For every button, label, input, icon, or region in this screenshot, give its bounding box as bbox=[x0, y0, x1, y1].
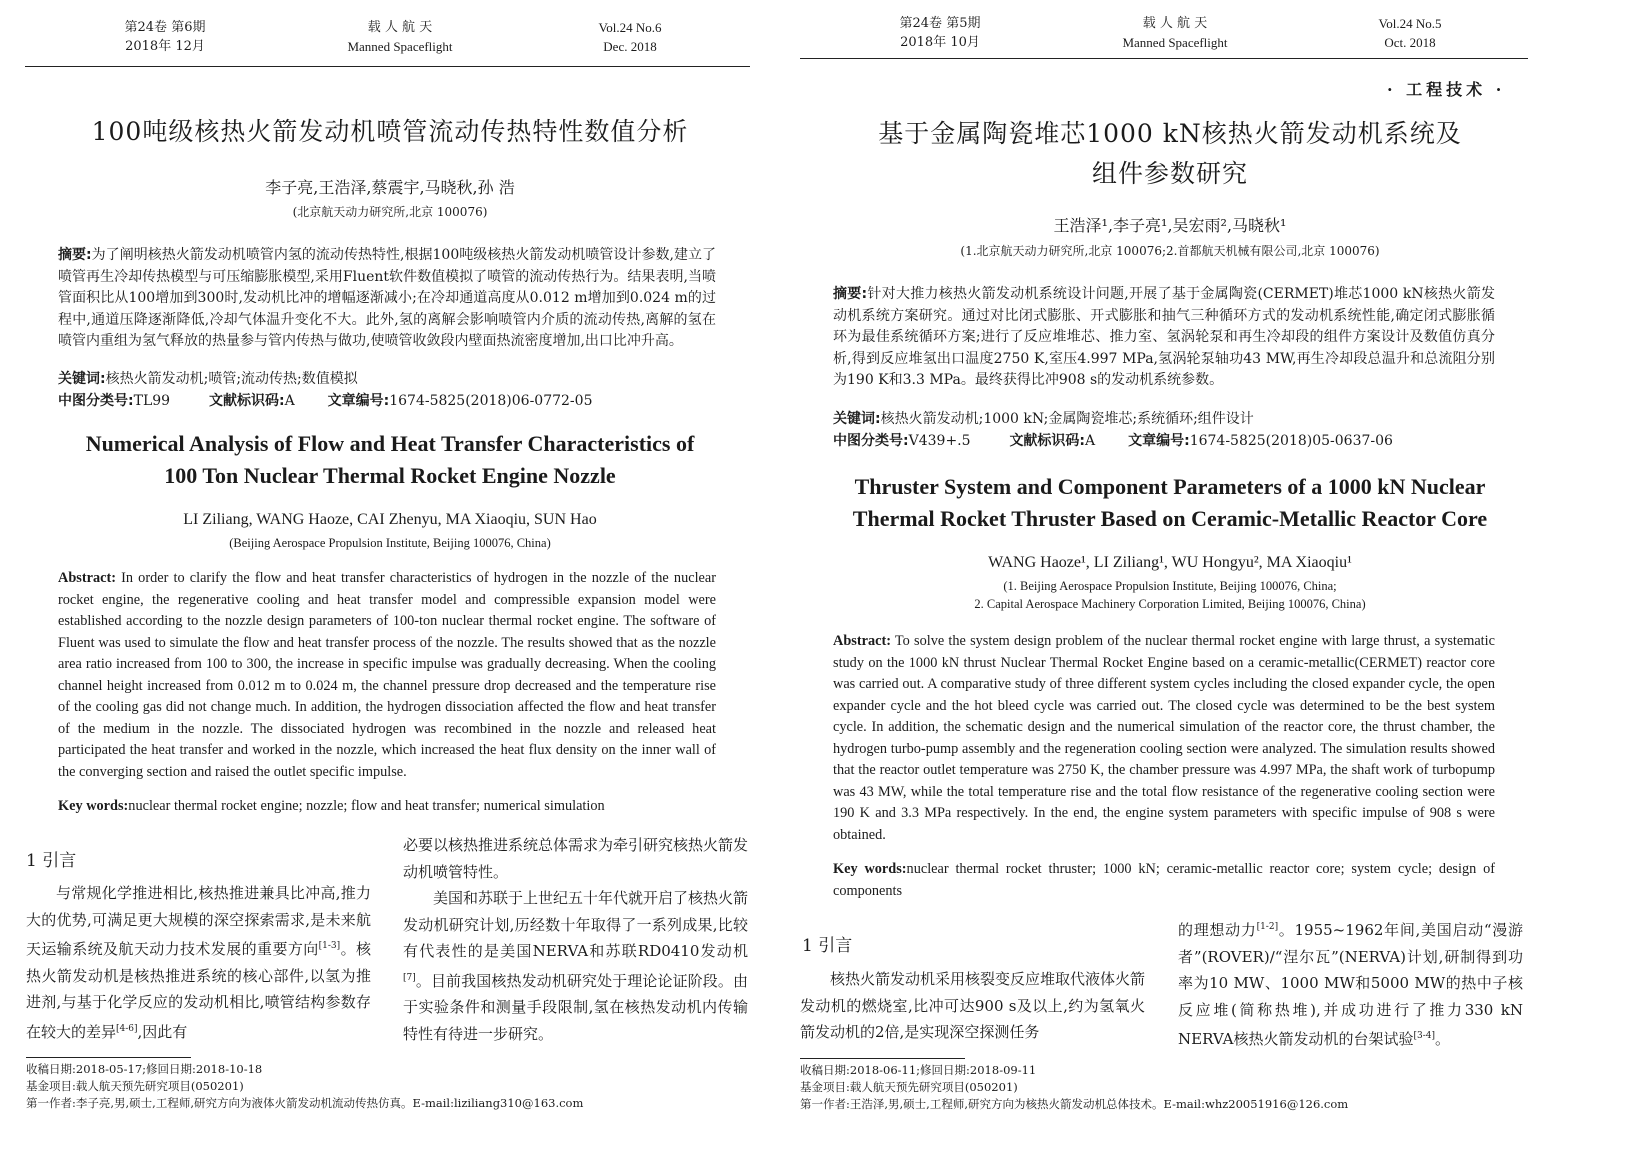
body-text: 。1955~1962年间,美国启动“漫游者”(ROVER)/“涅尔瓦”(NERVA)计划,研制得到功率为10 MW、1000 MW和5000 MW的热中子核反应堆(简称热堆),并成功进行了推力330 kN NERVA核热火箭发动机的台架试验 bbox=[1178, 921, 1523, 1048]
issue-date: 2018年 12月 bbox=[125, 39, 205, 54]
doc-code-label: 文献标识码: bbox=[1009, 433, 1086, 449]
journal-name bbox=[1085, 14, 1265, 52]
left-paper-page bbox=[0, 0, 800, 1170]
footnotes bbox=[26, 1061, 766, 1112]
citation: [7] bbox=[403, 972, 416, 983]
authors-zh: 王浩泽¹,李子亮¹,吴宏雨²,马晓秋¹ bbox=[1053, 216, 1287, 235]
citation: [1-3] bbox=[318, 941, 341, 951]
article-no-label: 文章编号: bbox=[327, 393, 390, 409]
body-paragraph bbox=[403, 885, 748, 1047]
body-column-2 bbox=[403, 832, 748, 1047]
abstract-en bbox=[58, 568, 716, 783]
affiliation-en-line1: (1. Beijing Aerospace Propulsion Institute, Beijing 100076, China; bbox=[1003, 579, 1337, 593]
body-text: 。 bbox=[1435, 1030, 1451, 1048]
abstract-en-text: To solve the system design problem of the nuclear thermal rocket engine with large thrust, a systematic study on the 1000 kN thrust Nuclear Thermal Rocket Engine based on a ceramic-metallic(CERMET) reactor core was carried out. A comparative study of three different system cycles including the closed expander cycle, the open expander cycle and the hot bleed cycle was carried out. The closed cycle was determined to be the best system cycle. In addition, the schematic design and the numerical simulation of the reactor core, the thrust chamber, the hydrogen turbo-pump assembly and the regeneration cooling section were analyzed. The simulation results showed that the reactor outlet temperature was 2750 K, the chamber pressure was 4.997 MPa, the shaft work of turbopump was 43 MW, while the total temperature rise and the total flow resistance of the regenerative cooling section were 190 K and 3.3 MPa respectively. In the end, the engine system parameters with specific impulse of 908 s were obtained. bbox=[833, 633, 1495, 843]
abstract-en-text: In order to clarify the flow and heat transfer characteristics of hydrogen in the nozzle of the nuclear rocket engine, the regenerative cooling and heat transfer model and compressible expansion model were established according to the nozzle design parameters of 100-ton nuclear thermal rocket engine. The software of Fluent was used to simulate the flow and heat transfer process of the nozzle. The results showed that as the nozzle area ratio increased from 100 to 300, the increase in specific impulse was gradually decreasing. When the cooling channel height increased from 0.012 m to 0.024 m, the channel pressure drop decreased and the temperature rise of the cooling gas did not change much. In addition, the hydrogen dissociation affected the flow and heat transfer of the medium in the nozzle. The dissociated hydrogen was recombined in the nozzle and released heat participated the heat transfer and worked in the nozzle, which increased the heat flux density on the inner wall of the converging section and raised the outlet specific impulse. bbox=[58, 570, 716, 780]
footnote-received: 收稿日期:2018-06-11;修回日期:2018-09-11 bbox=[800, 1063, 1037, 1077]
journal-issue-right bbox=[560, 18, 700, 56]
keywords-zh bbox=[58, 368, 738, 390]
clc-value: V439+.5 bbox=[908, 433, 971, 449]
abstract-en-label: Abstract: bbox=[833, 633, 891, 649]
clc-label: 中图分类号: bbox=[833, 433, 909, 449]
body-text: 美国和苏联于上世纪五十年代就开启了核热火箭发动机研究计划,历经数十年取得了一系列成果,比较有代表性的是美国NERVA和苏联RD0410发动机 bbox=[403, 889, 749, 960]
body-column-1 bbox=[26, 880, 371, 1045]
footnote-funding: 基金项目:载人航天预先研究项目(050201) bbox=[26, 1079, 244, 1093]
doc-code-label: 文献标识码: bbox=[208, 393, 285, 409]
issue-date: 2018年 10月 bbox=[900, 35, 980, 50]
article-no-value: 1674-5825(2018)05-0637-06 bbox=[1189, 433, 1393, 449]
authors-en: LI Ziliang, WANG Haoze, CAI Zhenyu, MA Xiaoqiu, SUN Hao bbox=[183, 511, 597, 528]
body-text: 。核热火箭发动机是核热推进系统的核心部件,以氢为推进剂,与基于化学反应的发动机相比,喷管结构参数存在较大的差异 bbox=[26, 940, 371, 1041]
abstract-zh bbox=[833, 284, 1495, 392]
article-no-value: 1674-5825(2018)06-0772-05 bbox=[389, 393, 593, 409]
keywords-en-text: nuclear thermal rocket thruster; 1000 kN; ceramic-metallic reactor core; system cycle; design of components bbox=[833, 861, 1495, 899]
keywords-en-label: Key words: bbox=[58, 798, 129, 814]
title-en-line1: Thruster System and Component Parameters of a 1000 kN Nuclear bbox=[854, 474, 1486, 499]
journal-name-zh: 载 人 航 天 bbox=[367, 20, 433, 35]
issue-volume: 第24卷 第5期 bbox=[899, 16, 981, 31]
journal-issue-left bbox=[95, 18, 235, 56]
paper-title-zh: 100吨级核热火箭发动机喷管流动传热特性数值分析 bbox=[91, 117, 689, 146]
body-column-1 bbox=[800, 966, 1145, 1046]
journal-name bbox=[310, 18, 490, 56]
title-zh-line1: 基于金属陶瓷堆芯1000 kN核热火箭发动机系统及 bbox=[878, 119, 1462, 148]
body-text: 与常规化学推进相比,核热推进兼具比冲高,推力大的优势,可满足更大规模的深空探索需求,是未来航天运输系统及航天动力技术发展的重要方向 bbox=[26, 884, 371, 958]
footnote-received: 收稿日期:2018-05-17;修回日期:2018-10-18 bbox=[26, 1062, 263, 1076]
citation: [3-4] bbox=[1413, 1031, 1435, 1041]
abstract-en bbox=[833, 631, 1495, 846]
footnote-funding: 基金项目:载人航天预先研究项目(050201) bbox=[800, 1080, 1018, 1094]
header-rule bbox=[800, 58, 1528, 59]
section-heading: 1 引言 bbox=[802, 936, 853, 956]
affiliation-en bbox=[820, 577, 1520, 613]
classification-line bbox=[833, 430, 1513, 452]
abstract-label: 摘要: bbox=[833, 286, 868, 302]
doc-code-value: A bbox=[284, 393, 295, 409]
section-heading: 1 引言 bbox=[26, 851, 77, 871]
paper-title-en bbox=[820, 471, 1520, 535]
title-en-line2: 100 Ton Nuclear Thermal Rocket Engine Nozzle bbox=[164, 463, 616, 488]
journal-issue-right bbox=[1340, 14, 1480, 52]
date-en: Dec. 2018 bbox=[603, 39, 657, 54]
body-text: ,因此有 bbox=[137, 1022, 188, 1041]
footnote-author: 第一作者:王浩泽,男,硕士,工程师,研究方向为核热火箭发动机总体技术。E-mail:whz20051916@126.com bbox=[800, 1097, 1349, 1111]
journal-name-zh: 载 人 航 天 bbox=[1142, 16, 1208, 31]
volume-en: Vol.24 No.6 bbox=[598, 20, 662, 35]
footnote-rule bbox=[26, 1057, 191, 1058]
authors-zh: 李子亮,王浩泽,蔡震宇,马晓秋,孙 浩 bbox=[265, 178, 515, 197]
section-tag: · 工程技术 · bbox=[1387, 80, 1506, 99]
body-text: 必要以核热推进系统总体需求为牵引研究核热火箭发动机喷管特性。 bbox=[403, 836, 749, 881]
title-zh-line2: 组件参数研究 bbox=[1091, 159, 1248, 188]
clc-label: 中图分类号: bbox=[58, 393, 134, 409]
paper-title-en bbox=[30, 428, 750, 492]
right-paper-page bbox=[800, 0, 1640, 1170]
body-column-2 bbox=[1178, 914, 1523, 1053]
affiliation-zh: (北京航天动力研究所,北京 100076) bbox=[292, 205, 488, 219]
keywords-en bbox=[833, 859, 1495, 902]
body-text: 核热火箭发动机采用核裂变反应堆取代液体火箭发动机的燃烧室,比冲可达900 s及以上,约为氢氧火箭发动机的2倍,是实现深空探测任务 bbox=[800, 970, 1146, 1041]
keywords-text: 核热火箭发动机;1000 kN;金属陶瓷堆芯;系统循环;组件设计 bbox=[880, 411, 1254, 427]
footnote-author: 第一作者:李子亮,男,硕士,工程师,研究方向为液体火箭发动机流动传热仿真。E-mail:liziliang310@163.com bbox=[26, 1096, 584, 1110]
article-no-label: 文章编号: bbox=[1128, 433, 1190, 449]
citation: [1-2] bbox=[1256, 922, 1279, 932]
affiliation-en-line2: 2. Capital Aerospace Machinery Corporation Limited, Beijing 100076, China) bbox=[974, 597, 1366, 611]
body-text: 。目前我国核热发动机研究处于理论论证阶段。由于实验条件和测量手段限制,氢在核热发动机内传输特性有待进一步研究。 bbox=[403, 971, 748, 1043]
issue-volume: 第24卷 第6期 bbox=[124, 20, 206, 35]
keywords-zh bbox=[833, 408, 1513, 430]
date-en: Oct. 2018 bbox=[1384, 35, 1436, 50]
paper-title-zh bbox=[820, 114, 1520, 194]
classification-line bbox=[58, 390, 738, 412]
footnotes bbox=[800, 1062, 1540, 1113]
abstract-label: 摘要: bbox=[58, 247, 92, 263]
title-en-line1: Numerical Analysis of Flow and Heat Transfer Characteristics of bbox=[85, 431, 695, 456]
affiliation-en: (Beijing Aerospace Propulsion Institute, Beijing 100076, China) bbox=[229, 536, 551, 550]
doc-code-value: A bbox=[1085, 433, 1096, 449]
clc-value: TL99 bbox=[133, 393, 171, 409]
keywords-text: 核热火箭发动机;喷管;流动传热;数值模拟 bbox=[105, 371, 358, 387]
abstract-text: 针对大推力核热火箭发动机系统设计问题,开展了基于金属陶瓷(CERMET)堆芯1000 kN核热火箭发动机系统方案研究。通过对比闭式膨胀、开式膨胀和抽气三种循环方式的发动机系统性能,确定闭式膨胀循环为最佳系统循环方案;进行了反应堆堆芯、推力室、氢涡轮泵和再生冷却段的组件方案设计及数值仿真分析,得到反应堆氢出口温度2750 K,室压4.997 MPa,氢涡轮泵轴功43 MW,再生冷却段总温升和总流阻分别为190 K和3.3 MPa。最终获得比冲908 s的发动机系统参数。 bbox=[833, 286, 1495, 388]
citation: [4-6] bbox=[116, 1023, 138, 1034]
keywords-label: 关键词: bbox=[58, 371, 106, 387]
abstract-text: 为了阐明核热火箭发动机喷管内氢的流动传热特性,根据100吨级核热火箭发动机喷管设计参数,建立了喷管再生冷却传热模型与可压缩膨胀模型,采用Fluent软件数值模拟了喷管的流动传热行为。结果表明,当喷管面积比从100增加到300时,发动机比冲的增幅逐渐减小;在冷却通道高度从0.012 m增加到0.024 m的过程中,通道压降逐渐降低,冷却气体温升变化不大。此外,氢的离解会影响喷管内介质的流动传热,离解的氢在喷管内重组为氢气释放的热量参与管内传热与做功,使喷管收敛段内壁面热流密度增加,出口比冲升高。 bbox=[58, 247, 716, 349]
keywords-en bbox=[58, 796, 738, 818]
keywords-label: 关键词: bbox=[833, 411, 881, 427]
body-text: 的理想动力 bbox=[1178, 921, 1257, 939]
keywords-en-text: nuclear thermal rocket engine; nozzle; flow and heat transfer; numerical simulation bbox=[128, 798, 605, 814]
footnote-rule bbox=[800, 1058, 965, 1059]
journal-issue-left bbox=[870, 14, 1010, 52]
authors-en: WANG Haoze¹, LI Ziliang¹, WU Hongyu², MA Xiaoqiu¹ bbox=[988, 554, 1352, 571]
journal-name-en: Manned Spaceflight bbox=[347, 39, 453, 54]
journal-name-en: Manned Spaceflight bbox=[1122, 35, 1228, 50]
header-rule bbox=[25, 66, 750, 67]
title-en-line2: Thermal Rocket Thruster Based on Ceramic-Metallic Reactor Core bbox=[852, 506, 1488, 531]
keywords-en-label: Key words: bbox=[833, 861, 907, 877]
abstract-en-label: Abstract: bbox=[58, 570, 116, 586]
volume-en: Vol.24 No.5 bbox=[1378, 16, 1442, 31]
affiliation-zh: (1.北京航天动力研究所,北京 100076;2.首都航天机械有限公司,北京 100076) bbox=[960, 244, 1380, 258]
abstract-zh bbox=[58, 245, 716, 353]
